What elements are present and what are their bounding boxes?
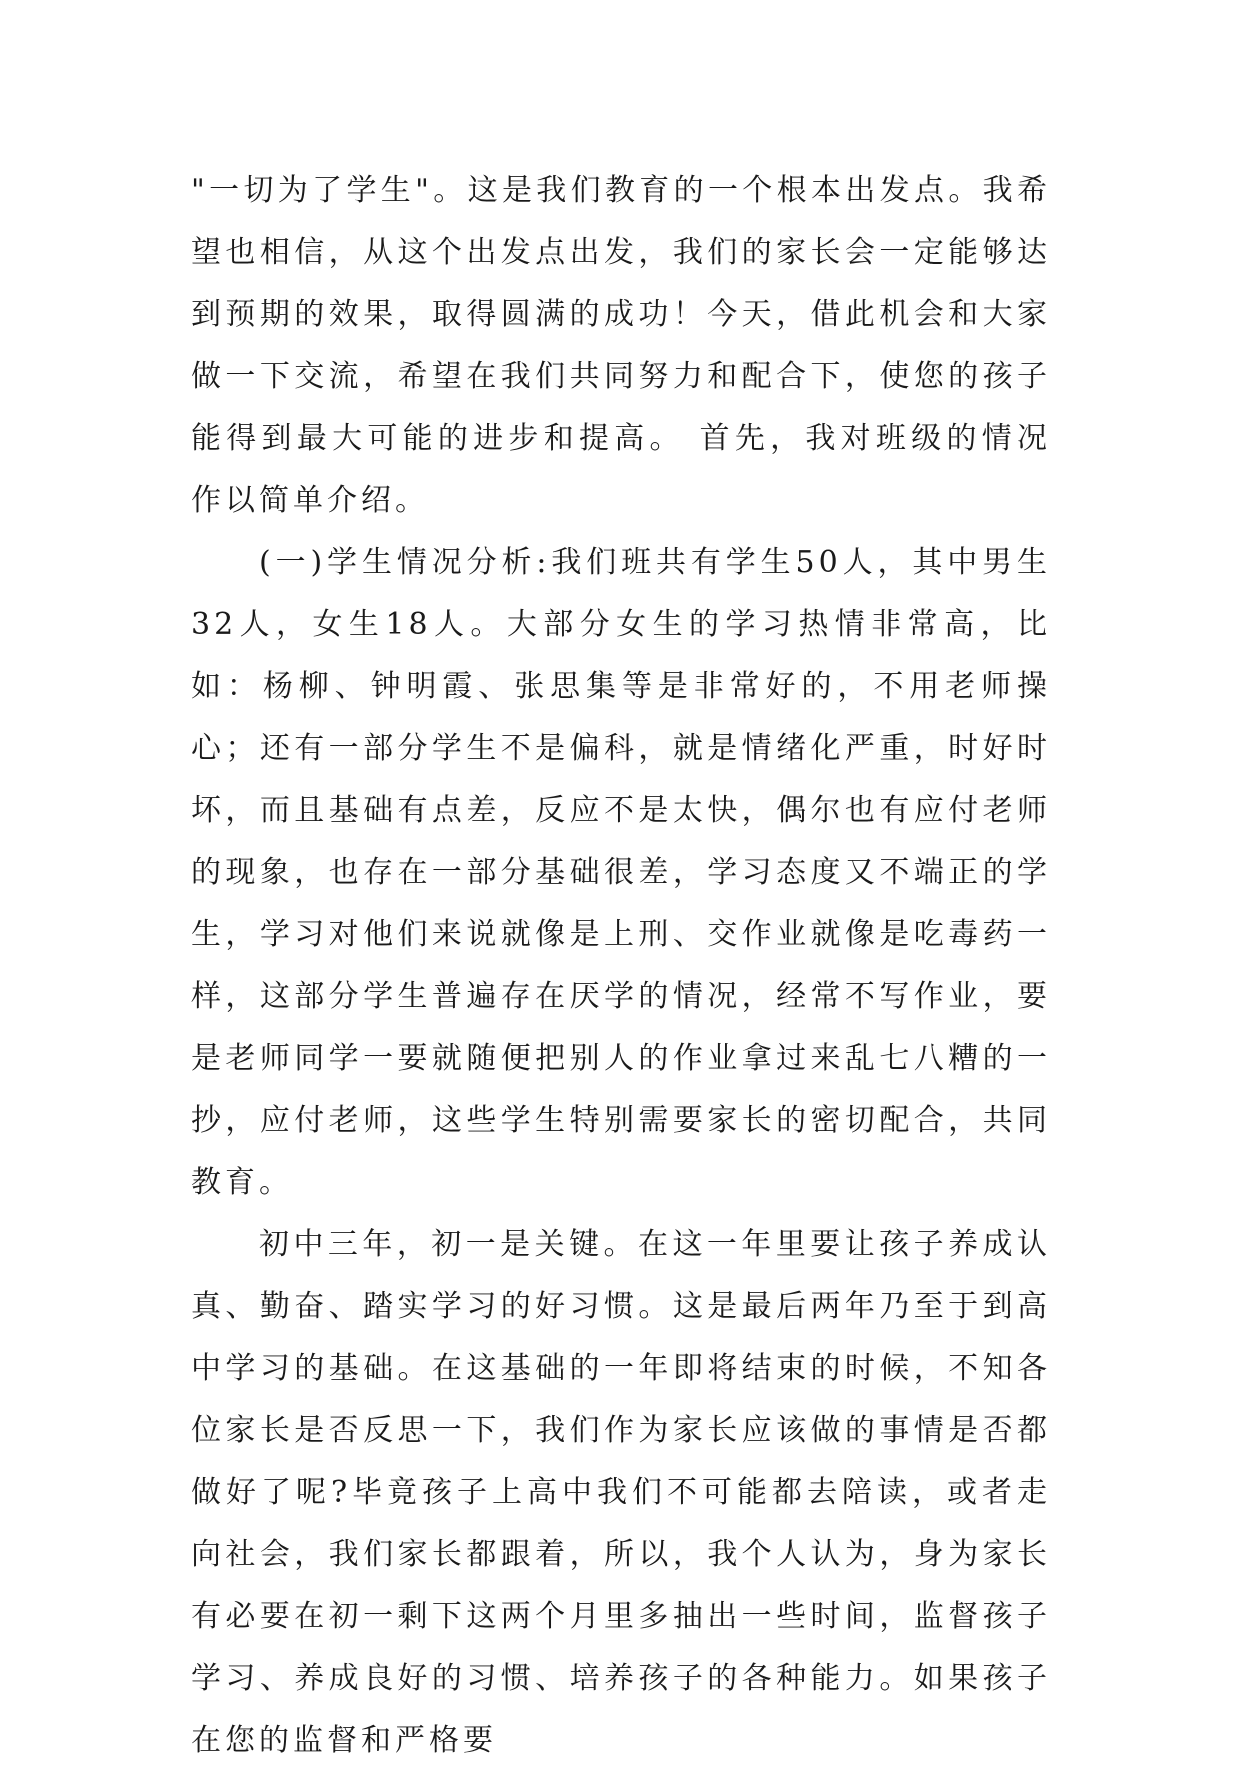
paragraph-grade-one: 初中三年，初一是关键。在这一年里要让孩子养成认真、勤奋、踏实学习的好习惯。这是最后两年乃至于到高中学习的基础。在这基础的一年即将结束的时候，不知各位家长是否反思一下，我们作为家长应该做的事情是否都做好了呢?毕竟孩子上高中我们不可能都去陪读，或者走向社会，我们家长都跟着，所以，我个人认为，身为家长有必要在初一剩下这两个月里多抽出一些时间，监督孩子学习、养成良好的习惯、培养孩子的各种能力。如果孩子在您的监督和严格要 [191,1227,1051,1758]
paragraph-intro: "一切为了学生"。这是我们教育的一个根本出发点。我希望也相信，从这个出发点出发，我们的家长会一定能够达到预期的效果，取得圆满的成功！今天，借此机会和大家做一下交流，希望在我们共同努力和配合下，使您的孩子能得到最大可能的进步和提高。 首先，我对班级的情况作以简单介绍。 [191,173,1051,518]
document-body [191,160,1051,1772]
paragraph-student-analysis: (一)学生情况分析:我们班共有学生50人，其中男生32人，女生18人。大部分女生的学习热情非常高，比如：杨柳、钟明霞、张思集等是非常好的，不用老师操心；还有一部分学生不是偏科，就是情绪化严重，时好时坏，而且基础有点差，反应不是太快，偶尔也有应付老师的现象，也存在一部分基础很差，学习态度又不端正的学生，学习对他们来说就像是上刑、交作业就像是吃毒药一样，这部分学生普遍存在厌学的情况，经常不写作业，要是老师同学一要就随便把别人的作业拿过来乱七八糟的一抄，应付老师，这些学生特别需要家长的密切配合，共同教育。 [191,545,1051,1200]
